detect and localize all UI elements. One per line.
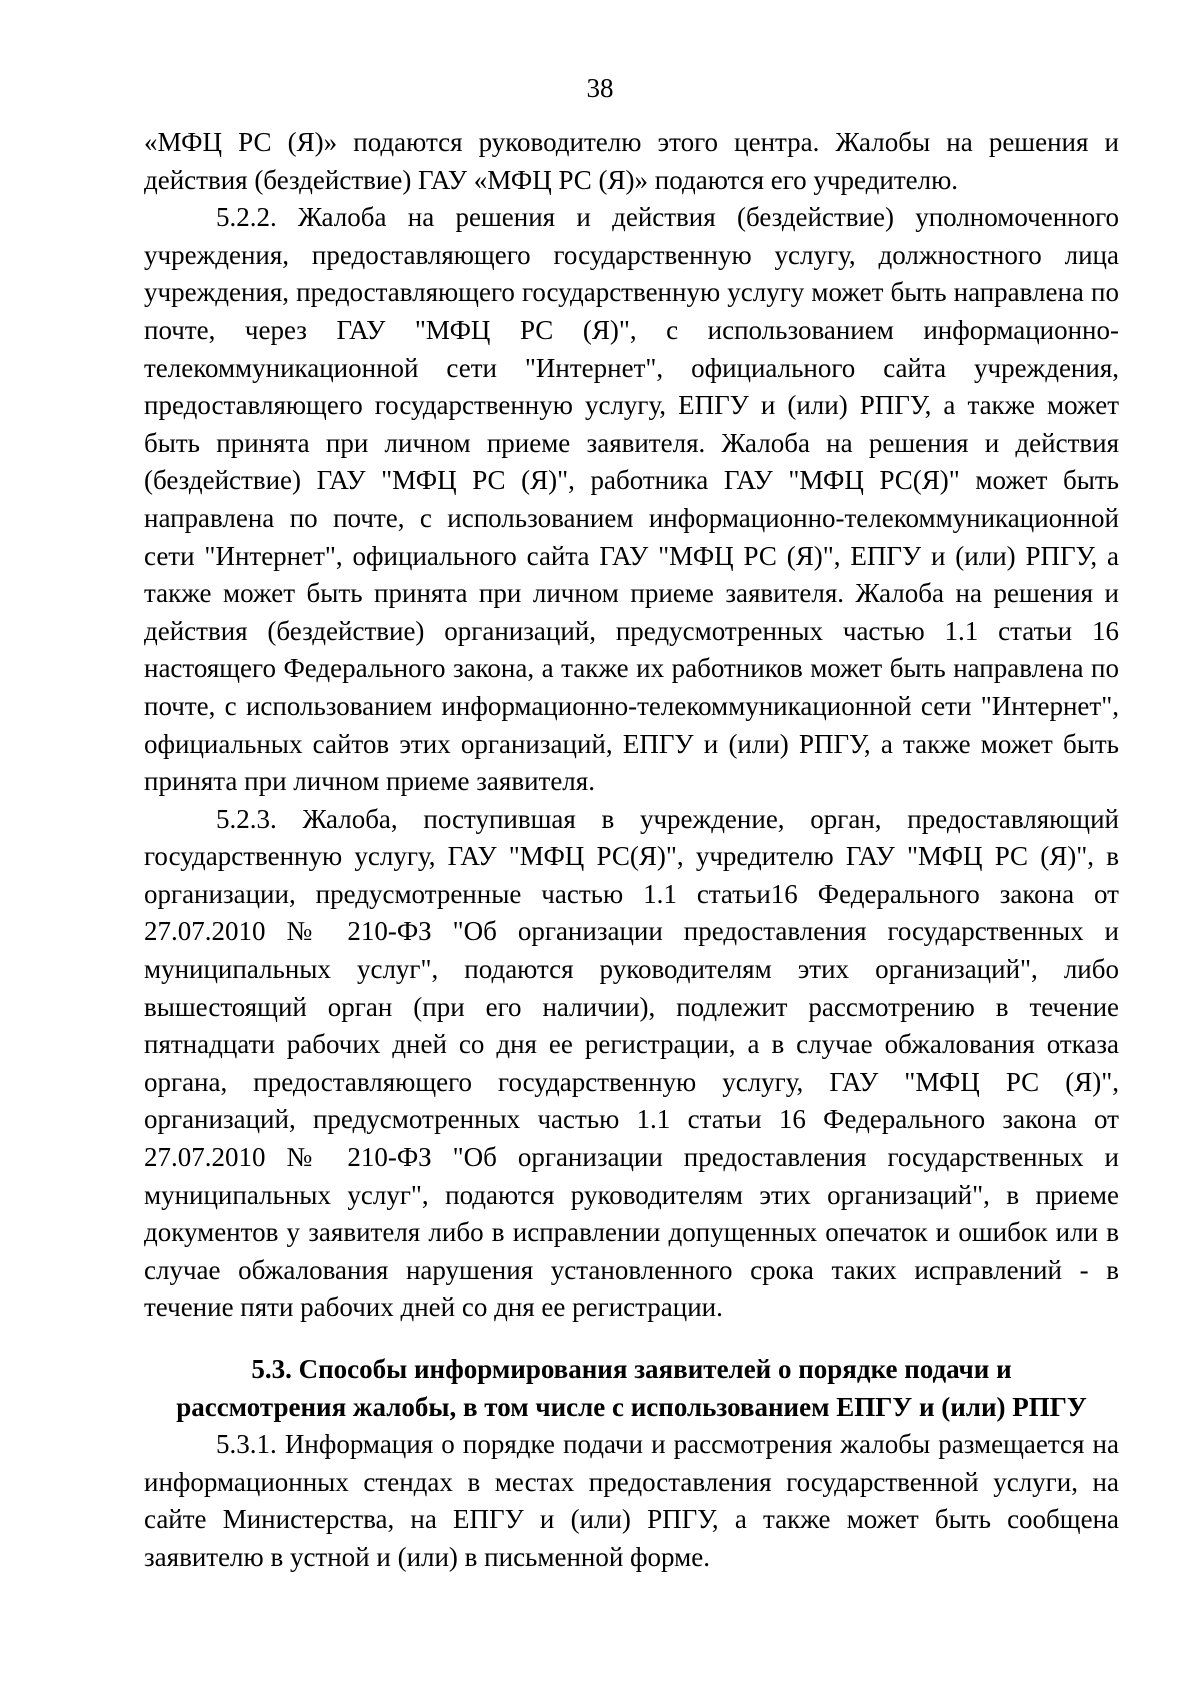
- paragraph-5-2-3: 5.2.3. Жалоба, поступившая в учреждение, орган, предоставляющий государственную услугу, ГАУ "МФЦ РС(Я)", учредителю ГАУ "МФЦ РС (Я)", в организации, предусмотренные частью 1.1 статьи16 Федерального закона от 27.07.2010 № 210-ФЗ "Об организации предоставления государственных и муниципальных услуг", подаются руководителям этих организаций", либо вышестоящий орган (при его наличии), подлежит рассмотрению в течение пятнадцати рабочих дней со дня ее регистрации, а в случае обжалования отказа органа, предоставляющего государственную услугу, ГАУ "МФЦ РС (Я)", организаций, предусмотренных частью 1.1 статьи 16 Федерального закона от 27.07.2010 № 210-ФЗ "Об организации предоставления государственных и муниципальных услуг", подаются руководителям этих организаций", в приеме документов у заявителя либо в исправлении допущенных опечаток и ошибок или в случае обжалования нарушения установленного срока таких исправлений - в течение пяти рабочих дней со дня ее регистрации.: [144, 803, 1119, 1323]
- section-heading-line-1: 5.3. Способы информирования заявителей о порядке подачи и: [251, 1354, 1012, 1384]
- section-heading-5-3: [144, 1351, 1119, 1426]
- section-heading-line-2: рассмотрения жалобы, в том числе с использованием ЕПГУ и (или) РПГУ: [176, 1391, 1087, 1422]
- document-body: [144, 124, 1119, 1577]
- paragraph-continuation: «МФЦ РС (Я)» подаются руководителю этого центра. Жалобы на решения и действия (бездействие) ГАУ «МФЦ РС (Я)» подаются его учредителю.: [144, 127, 1119, 195]
- paragraph-5-2-2: 5.2.2. Жалоба на решения и действия (бездействие) уполномоченного учреждения, предоставляющего государственную услугу, должностного лица учреждения, предоставляющего государственную услугу может быть направлена по почте, через ГАУ "МФЦ РС (Я)", с использованием информационно-телекоммуникационной сети "Интернет", официального сайта учреждения, предоставляющего государственную услугу, ЕПГУ и (или) РПГУ, а также может быть принята при личном приеме заявителя. Жалоба на решения и действия (бездействие) ГАУ "МФЦ РС (Я)", работника ГАУ "МФЦ РС(Я)" может быть направлена по почте, с использованием информационно-телекоммуникационной сети "Интернет", официального сайта ГАУ "МФЦ РС (Я)", ЕПГУ и (или) РПГУ, а также может быть принята при личном приеме заявителя. Жалоба на решения и действия (бездействие) организаций, предусмотренных частью 1.1 статьи 16 настоящего Федерального закона, а также их работников может быть направлена по почте, с использованием информационно-телекоммуникационной сети "Интернет", официальных сайтов этих организаций, ЕПГУ и (или) РПГУ, а также может быть принята при личном приеме заявителя.: [144, 202, 1119, 797]
- page-number: 38: [586, 73, 614, 103]
- paragraph-5-3-1: 5.3.1. Информация о порядке подачи и рассмотрения жалобы размещается на информационных стендах в местах предоставления государственной услуги, на сайте Министерства, на ЕПГУ и (или) РПГУ, а также может быть сообщена заявителю в устной и (или) в письменной форме.: [144, 1429, 1119, 1572]
